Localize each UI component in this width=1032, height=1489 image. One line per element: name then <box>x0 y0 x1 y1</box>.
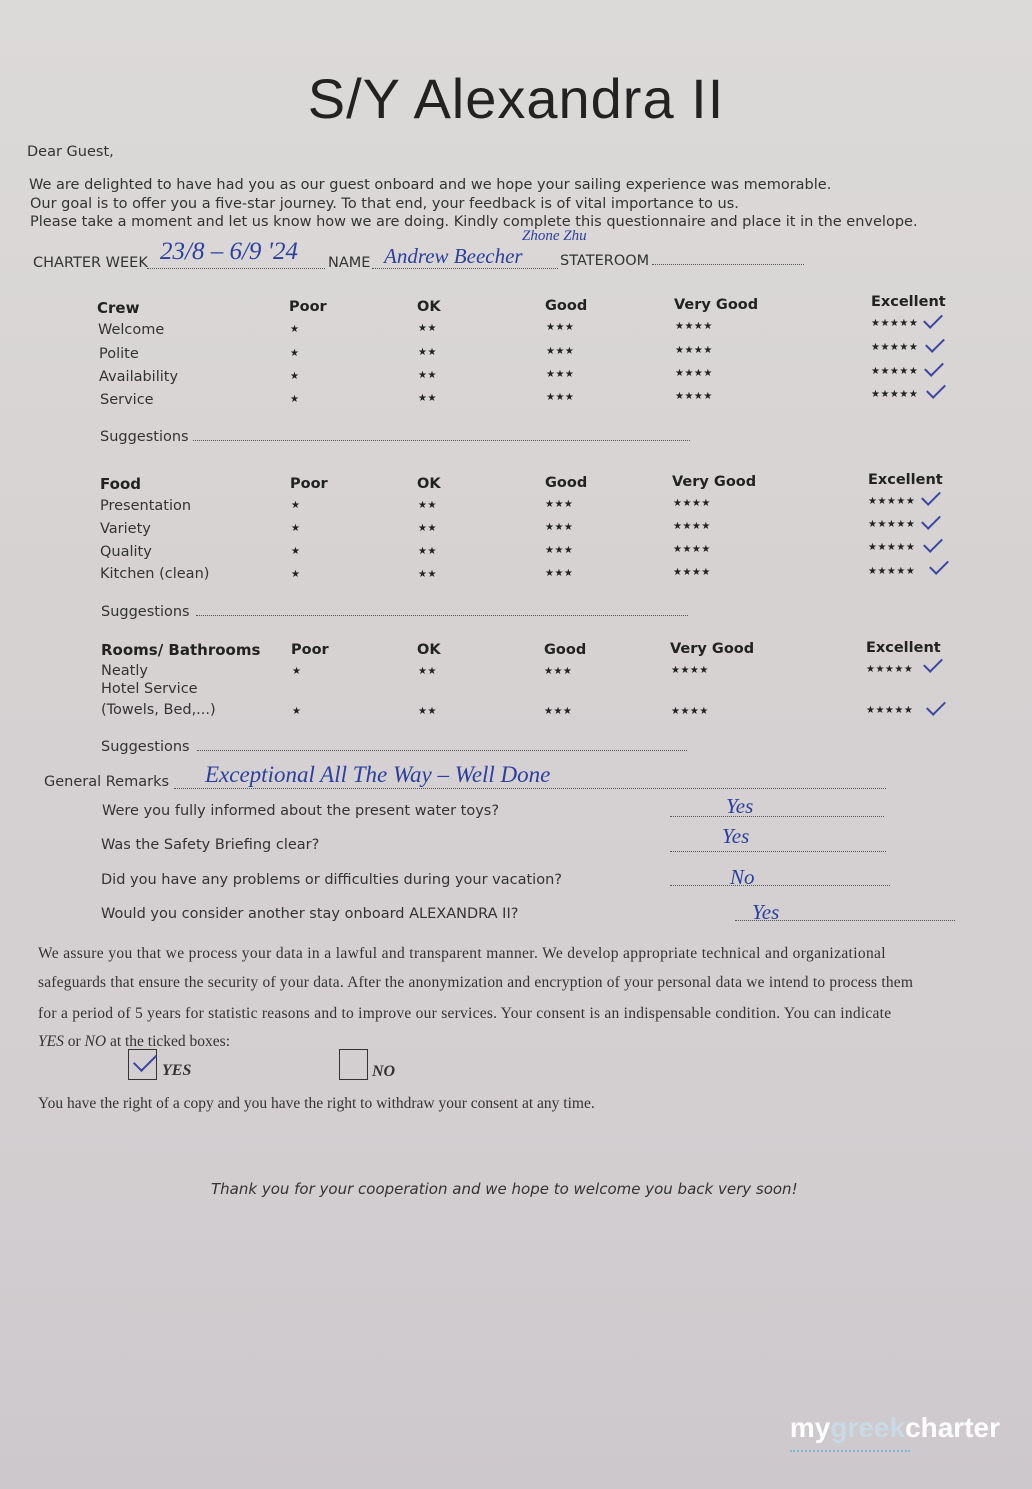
col-ok: OK <box>417 642 441 658</box>
privacy-line-1: We assure you that we process your data in a lawful and transparent manner. We develop appropriate technical and organizational <box>38 945 886 962</box>
rating-star-2[interactable]: ★★ <box>418 706 437 717</box>
rating-star-4[interactable]: ★★★★ <box>673 567 711 578</box>
rating-star-2[interactable]: ★★ <box>418 500 437 511</box>
rating-star-5[interactable]: ★★★★★ <box>871 318 919 329</box>
rating-star-2[interactable]: ★★ <box>418 666 437 677</box>
rating-star-1[interactable]: ★ <box>290 324 300 335</box>
rating-star-3[interactable]: ★★★ <box>546 322 575 333</box>
rating-star-3[interactable]: ★★★ <box>546 392 575 403</box>
rating-star-4[interactable]: ★★★★ <box>673 521 711 532</box>
col-ok: OK <box>417 476 441 492</box>
crew-item-availability: Availability <box>99 369 179 385</box>
question-problems: Did you have any problems or difficulties during your vacation? <box>101 872 562 888</box>
answer-problems[interactable]: No <box>730 865 755 889</box>
check-icon <box>923 653 943 673</box>
food-suggestions-field[interactable] <box>196 615 688 616</box>
rating-star-5[interactable]: ★★★★★ <box>871 389 919 400</box>
rating-star-5[interactable]: ★★★★★ <box>871 366 919 377</box>
col-good: Good <box>545 298 588 314</box>
rating-star-4[interactable]: ★★★★ <box>675 345 713 356</box>
answer-safety-briefing[interactable]: Yes <box>722 824 750 848</box>
rating-star-5[interactable]: ★★★★★ <box>866 664 914 675</box>
col-poor: Poor <box>289 299 327 315</box>
general-remarks-label: General Remarks <box>44 774 170 790</box>
col-ok: OK <box>417 299 441 315</box>
rating-star-3[interactable]: ★★★ <box>546 346 575 357</box>
col-excellent: Excellent <box>871 294 946 310</box>
crew-item-welcome: Welcome <box>98 322 165 338</box>
page-title: S/Y Alexandra II <box>307 67 725 130</box>
section-crew: Crew <box>97 299 140 317</box>
col-very-good: Very Good <box>674 297 759 313</box>
food-item-variety: Variety <box>100 521 151 537</box>
name-extra: Zhone Zhu <box>522 228 587 244</box>
check-icon <box>926 379 946 399</box>
rating-star-4[interactable]: ★★★★ <box>675 391 713 402</box>
rooms-suggestions-field[interactable] <box>197 750 687 751</box>
rating-star-5[interactable]: ★★★★★ <box>871 342 919 353</box>
rating-star-4[interactable]: ★★★★ <box>675 368 713 379</box>
check-icon <box>923 533 943 553</box>
answer-water-toys[interactable]: Yes <box>726 794 754 818</box>
rating-star-1[interactable]: ★ <box>292 706 302 717</box>
section-food: Food <box>100 475 141 493</box>
rating-star-4[interactable]: ★★★★ <box>673 498 711 509</box>
intro-line-3: Please take a moment and let us know how we are doing. Kindly complete this questionnaire and place it in the envelope. <box>30 214 918 230</box>
rating-star-2[interactable]: ★★ <box>418 323 437 334</box>
col-poor: Poor <box>290 476 328 492</box>
rating-star-4[interactable]: ★★★★ <box>675 321 713 332</box>
col-good: Good <box>545 475 588 491</box>
col-excellent: Excellent <box>866 640 941 656</box>
privacy-line-2: safeguards that ensure the security of your data. After the anonymization and encryption of your personal data we intend to process them <box>38 974 914 991</box>
rating-star-2[interactable]: ★★ <box>418 569 437 580</box>
rating-star-3[interactable]: ★★★ <box>544 666 573 677</box>
rating-star-3[interactable]: ★★★ <box>545 522 574 533</box>
col-very-good: Very Good <box>672 474 757 490</box>
food-item-quality: Quality <box>100 544 152 560</box>
greeting: Dear Guest, <box>27 144 114 160</box>
rating-star-3[interactable]: ★★★ <box>545 545 574 556</box>
answer-another-stay[interactable]: Yes <box>752 900 780 924</box>
charter-week-value[interactable]: 23/8 – 6/9 '24 <box>160 238 298 265</box>
crew-item-service: Service <box>100 392 154 408</box>
intro-line-1: We are delighted to have had you as our guest onboard and we hope your sailing experience was memorable. <box>29 177 832 193</box>
rating-star-3[interactable]: ★★★ <box>545 499 574 510</box>
rating-star-1[interactable]: ★ <box>291 569 301 580</box>
food-item-kitchen: Kitchen (clean) <box>100 566 210 582</box>
check-icon <box>921 510 941 530</box>
check-icon <box>926 696 946 716</box>
check-icon <box>924 357 944 377</box>
logo-wave <box>790 1450 910 1458</box>
check-icon <box>929 555 949 575</box>
general-remarks-field[interactable] <box>174 788 886 789</box>
rating-star-5[interactable]: ★★★★★ <box>868 566 916 577</box>
rating-star-4[interactable]: ★★★★ <box>671 706 709 717</box>
rooms-suggestions-label: Suggestions <box>101 739 190 755</box>
charter-week-label: CHARTER WEEK <box>33 255 148 271</box>
mygreekcharter-logo: mygreekcharter <box>789 1412 1000 1443</box>
rating-star-1[interactable]: ★ <box>290 394 300 405</box>
consent-yes-label: YES <box>162 1062 192 1079</box>
privacy-line-3: for a period of 5 years for statistic reasons and to improve our services. Your consent is an indispensable condition. You can indicate <box>38 1005 892 1022</box>
rooms-item-towels: (Towels, Bed,...) <box>101 702 216 718</box>
check-icon <box>925 333 945 353</box>
consent-no-label: NO <box>372 1063 396 1080</box>
check-icon <box>923 309 943 329</box>
question-another-stay: Would you consider another stay onboard ALEXANDRA II? <box>101 906 519 922</box>
col-excellent: Excellent <box>868 472 943 488</box>
section-rooms: Rooms/ Bathrooms <box>101 641 261 659</box>
rating-star-5[interactable]: ★★★★★ <box>868 519 916 530</box>
col-very-good: Very Good <box>670 641 755 657</box>
thanks-text: Thank you for your cooperation and we hope to welcome you back very soon! <box>211 1180 798 1198</box>
crew-suggestions-field[interactable] <box>193 440 690 441</box>
consent-no-checkbox[interactable] <box>339 1049 368 1080</box>
rating-star-1[interactable]: ★ <box>292 666 302 677</box>
rooms-item-neatly: Neatly <box>101 663 148 679</box>
rating-star-1[interactable]: ★ <box>291 546 301 557</box>
rating-star-1[interactable]: ★ <box>290 371 300 382</box>
rating-star-1[interactable]: ★ <box>291 500 301 511</box>
rating-star-4[interactable]: ★★★★ <box>671 665 709 676</box>
intro-line-2: Our goal is to offer you a five-star journey. To that end, your feedback is of vital importance to us. <box>30 196 739 212</box>
rating-star-4[interactable]: ★★★★ <box>673 544 711 555</box>
name-value[interactable]: Andrew Beecher <box>384 244 523 268</box>
rating-star-2[interactable]: ★★ <box>418 347 437 358</box>
rights-text: You have the right of a copy and you have the right to withdraw your consent at any time. <box>38 1095 595 1112</box>
rating-star-2[interactable]: ★★ <box>418 523 437 534</box>
crew-suggestions-label: Suggestions <box>100 429 189 445</box>
rating-star-3[interactable]: ★★★ <box>546 369 575 380</box>
food-item-presentation: Presentation <box>100 498 192 514</box>
rating-star-5[interactable]: ★★★★★ <box>868 496 916 507</box>
rating-star-1[interactable]: ★ <box>291 523 301 534</box>
col-poor: Poor <box>291 642 329 658</box>
rating-star-2[interactable]: ★★ <box>418 393 437 404</box>
stateroom-label: STATEROOM <box>560 253 650 269</box>
privacy-line-4: YES or NO at the ticked boxes: <box>38 1033 231 1050</box>
rating-star-5[interactable]: ★★★★★ <box>868 542 916 553</box>
name-label: NAME <box>328 255 371 271</box>
question-water-toys: Were you fully informed about the present water toys? <box>102 803 500 819</box>
rating-star-2[interactable]: ★★ <box>418 546 437 557</box>
crew-item-polite: Polite <box>99 346 139 362</box>
rating-star-3[interactable]: ★★★ <box>545 568 574 579</box>
rating-star-5[interactable]: ★★★★★ <box>866 705 914 716</box>
rating-star-2[interactable]: ★★ <box>418 370 437 381</box>
check-icon <box>921 486 941 506</box>
general-remarks-value[interactable]: Exceptional All The Way – Well Done <box>205 762 551 787</box>
rating-star-3[interactable]: ★★★ <box>544 706 573 717</box>
col-good: Good <box>544 642 587 658</box>
rating-star-1[interactable]: ★ <box>290 348 300 359</box>
question-safety-briefing: Was the Safety Briefing clear? <box>101 837 320 853</box>
rooms-item-hotel-service: Hotel Service <box>101 681 198 697</box>
food-suggestions-label: Suggestions <box>101 604 190 620</box>
